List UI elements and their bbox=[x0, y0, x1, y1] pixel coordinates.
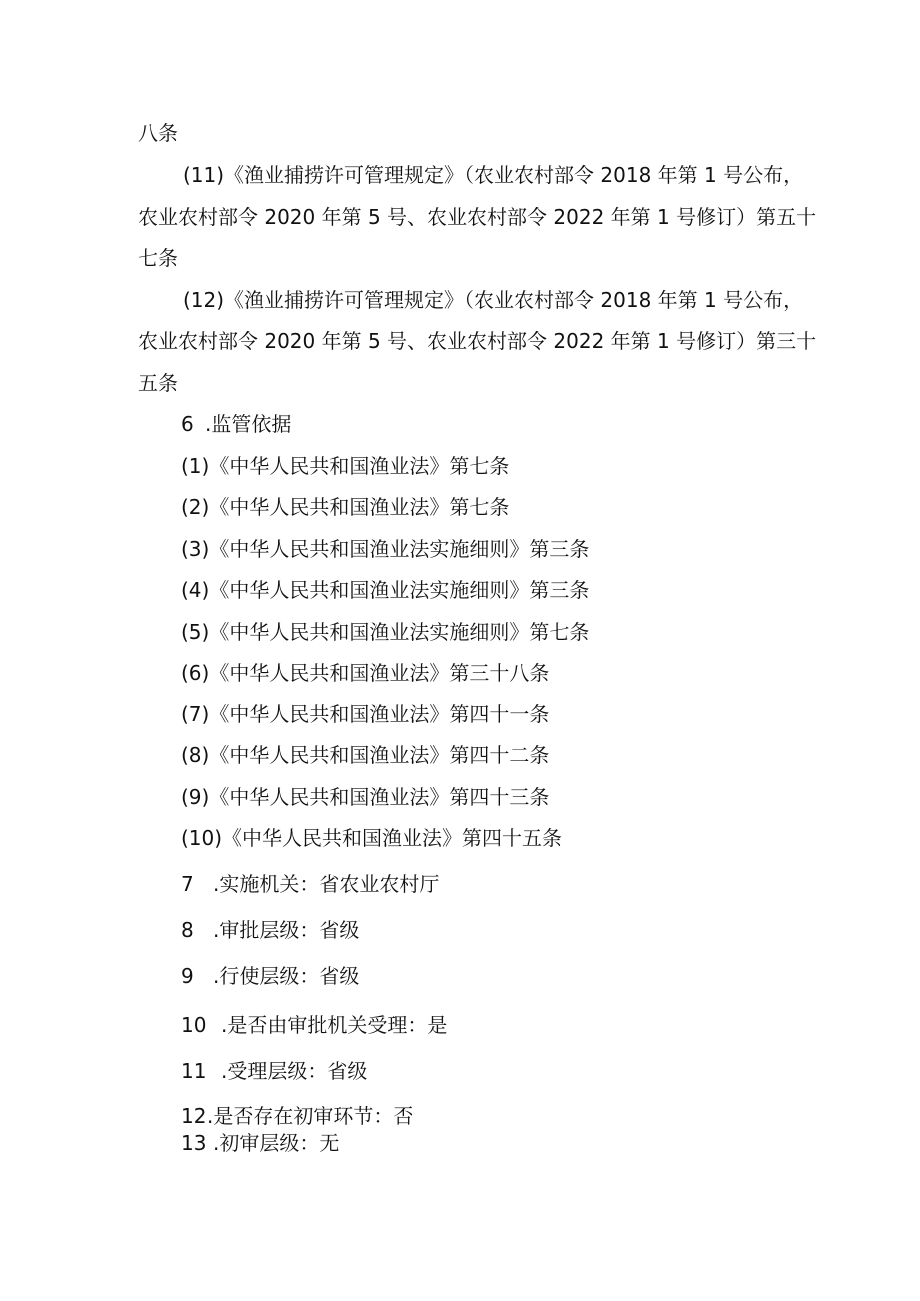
text-line: 农业农村部令 2020 年第 5 号、农业农村部令 2022 年第 1 号修订）第五十 bbox=[138, 205, 817, 229]
basis-item: (9)《中华人民共和国渔业法》第四十三条 bbox=[181, 785, 550, 809]
item-number: 10 bbox=[181, 1013, 207, 1037]
basis-item: (4)《中华人民共和国渔业法实施细则》第三条 bbox=[181, 578, 590, 602]
basis-item: (7)《中华人民共和国渔业法》第四十一条 bbox=[181, 702, 550, 726]
item-number: 7 bbox=[181, 872, 194, 896]
info-item bbox=[181, 1059, 367, 1083]
item-text: .受理层级：省级 bbox=[221, 1059, 368, 1083]
basis-item: (6)《中华人民共和国渔业法》第三十八条 bbox=[181, 661, 550, 685]
section-heading bbox=[181, 412, 291, 436]
info-item bbox=[181, 1131, 339, 1155]
item-number: 11 bbox=[181, 1059, 207, 1083]
text-line: 八条 bbox=[138, 121, 178, 145]
basis-item: (10)《中华人民共和国渔业法》第四十五条 bbox=[181, 826, 563, 850]
basis-item: (3)《中华人民共和国渔业法实施细则》第三条 bbox=[181, 537, 590, 561]
info-item bbox=[181, 918, 359, 942]
section-title: .监管依据 bbox=[205, 412, 292, 436]
item-text: .是否存在初审环节：否 bbox=[207, 1104, 414, 1128]
text-line: (12)《渔业捕捞许可管理规定》（农业农村部令 2018 年第 1 号公布， bbox=[183, 288, 804, 312]
section-number: 6 bbox=[181, 412, 194, 436]
info-item bbox=[181, 1013, 447, 1037]
item-text: .初审层级：无 bbox=[213, 1131, 340, 1155]
item-text: .行使层级：省级 bbox=[213, 964, 360, 988]
item-number: 9 bbox=[181, 964, 194, 988]
text-line: 五条 bbox=[138, 371, 178, 395]
basis-item: (2)《中华人民共和国渔业法》第七条 bbox=[181, 495, 510, 519]
item-text: .是否由审批机关受理：是 bbox=[221, 1013, 448, 1037]
text-line: 农业农村部令 2020 年第 5 号、农业农村部令 2022 年第 1 号修订）第三十 bbox=[138, 329, 817, 353]
basis-item: (1)《中华人民共和国渔业法》第七条 bbox=[181, 454, 510, 478]
item-number: 8 bbox=[181, 918, 194, 942]
info-item bbox=[181, 872, 439, 896]
text-line: 七条 bbox=[138, 246, 178, 270]
info-item bbox=[181, 964, 359, 988]
text-line: (11)《渔业捕捞许可管理规定》（农业农村部令 2018 年第 1 号公布， bbox=[183, 163, 804, 187]
item-text: .实施机关：省农业农村厅 bbox=[213, 872, 440, 896]
info-item bbox=[181, 1104, 413, 1128]
item-text: .审批层级：省级 bbox=[213, 918, 360, 942]
item-number: 12 bbox=[181, 1104, 207, 1128]
item-number: 13 bbox=[181, 1131, 207, 1155]
basis-item: (8)《中华人民共和国渔业法》第四十二条 bbox=[181, 743, 550, 767]
basis-item: (5)《中华人民共和国渔业法实施细则》第七条 bbox=[181, 620, 590, 644]
